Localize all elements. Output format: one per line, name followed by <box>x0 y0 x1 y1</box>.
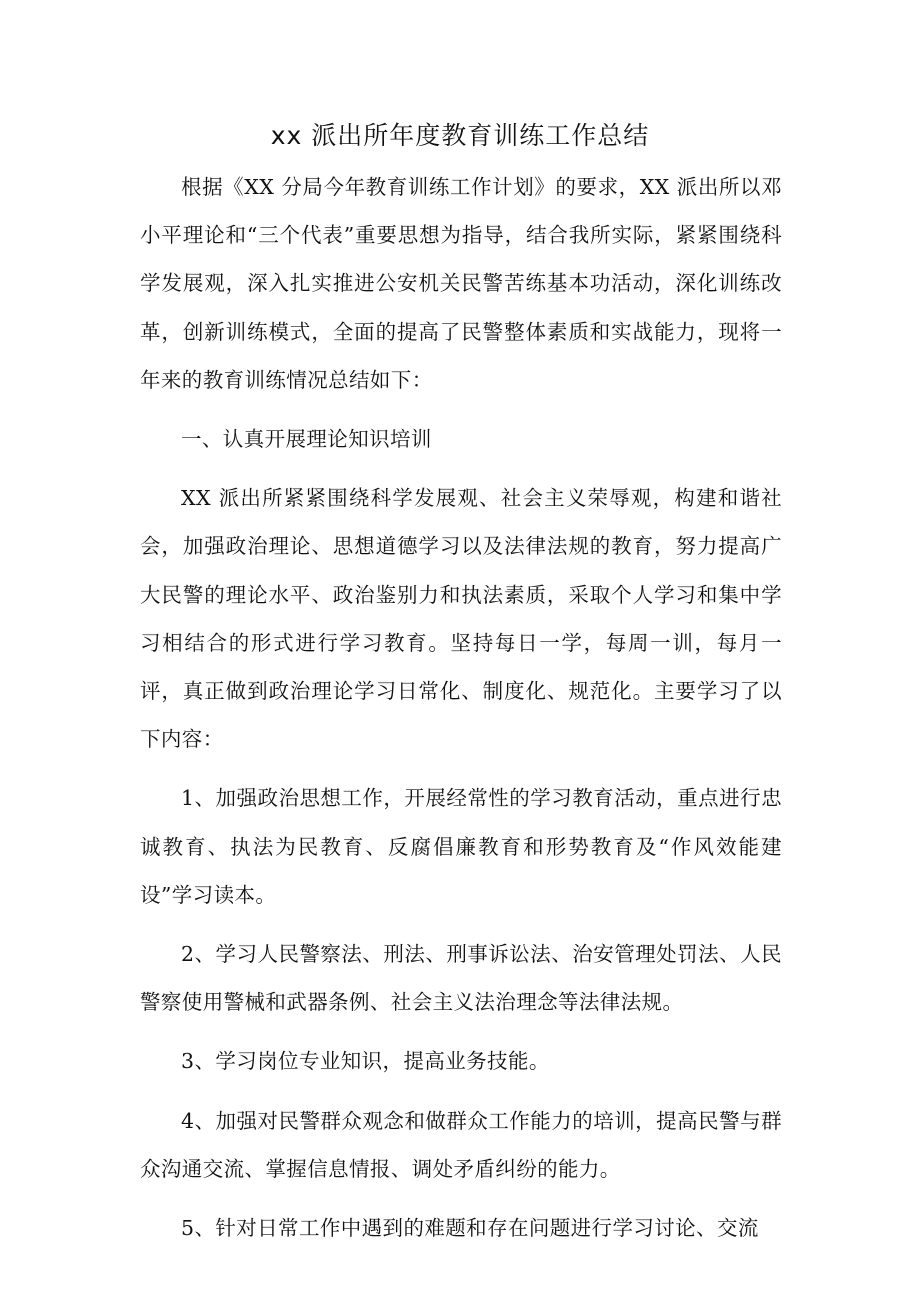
list-item-4: 4、加强对民警群众观念和做群众工作能力的培训，提高民警与群众沟通交流、掌握信息情报、调处矛盾纠纷的能力。 <box>140 1108 782 1181</box>
section-1-heading: 一、认真开展理论知识培训 <box>181 427 432 452</box>
list-item-3: 3、学习岗位专业知识，提高业务技能。 <box>181 1049 550 1074</box>
document-title: xx 派出所年度教育训练工作总结 <box>270 121 650 150</box>
list-item-2: 2、学习人民警察法、刑法、刑事诉讼法、治安管理处罚法、人民警察使用警械和武器条例、社会主义法治理念等法律法规。 <box>140 942 782 1015</box>
document-body <box>140 163 782 1263</box>
list-item-1: 1、加强政治思想工作，开展经常性的学习教育活动，重点进行忠诚教育、执法为民教育、反腐倡廉教育和形势教育及“作风效能建设”学习读本。 <box>140 786 782 907</box>
intro-paragraph: 根据《XX 分局今年教育训练工作计划》的要求，XX 派出所以邓小平理论和“三个代表”重要思想为指导，结合我所实际，紧紧围绕科学发展观，深入扎实推进公安机关民警苦练基本功活动，深化训练改革，创新训练模式，全面的提高了民警整体素质和实战能力，现将一年来的教育训练情况总结如下： <box>140 175 782 392</box>
section-1-paragraph: XX 派出所紧紧围绕科学发展观、社会主义荣辱观，构建和谐社会，加强政治理论、思想道德学习以及法律法规的教育，努力提高广大民警的理论水平、政治鉴别力和执法素质，采取个人学习和集中学习相结合的形式进行学习教育。坚持每日一学，每周一训，每月一评，真正做到政治理论学习日常化、制度化、规范化。主要学习了以下内容： <box>140 486 782 752</box>
list-item-5: 5、针对日常工作中遇到的难题和存在问题进行学习讨论、交流 <box>181 1216 759 1241</box>
